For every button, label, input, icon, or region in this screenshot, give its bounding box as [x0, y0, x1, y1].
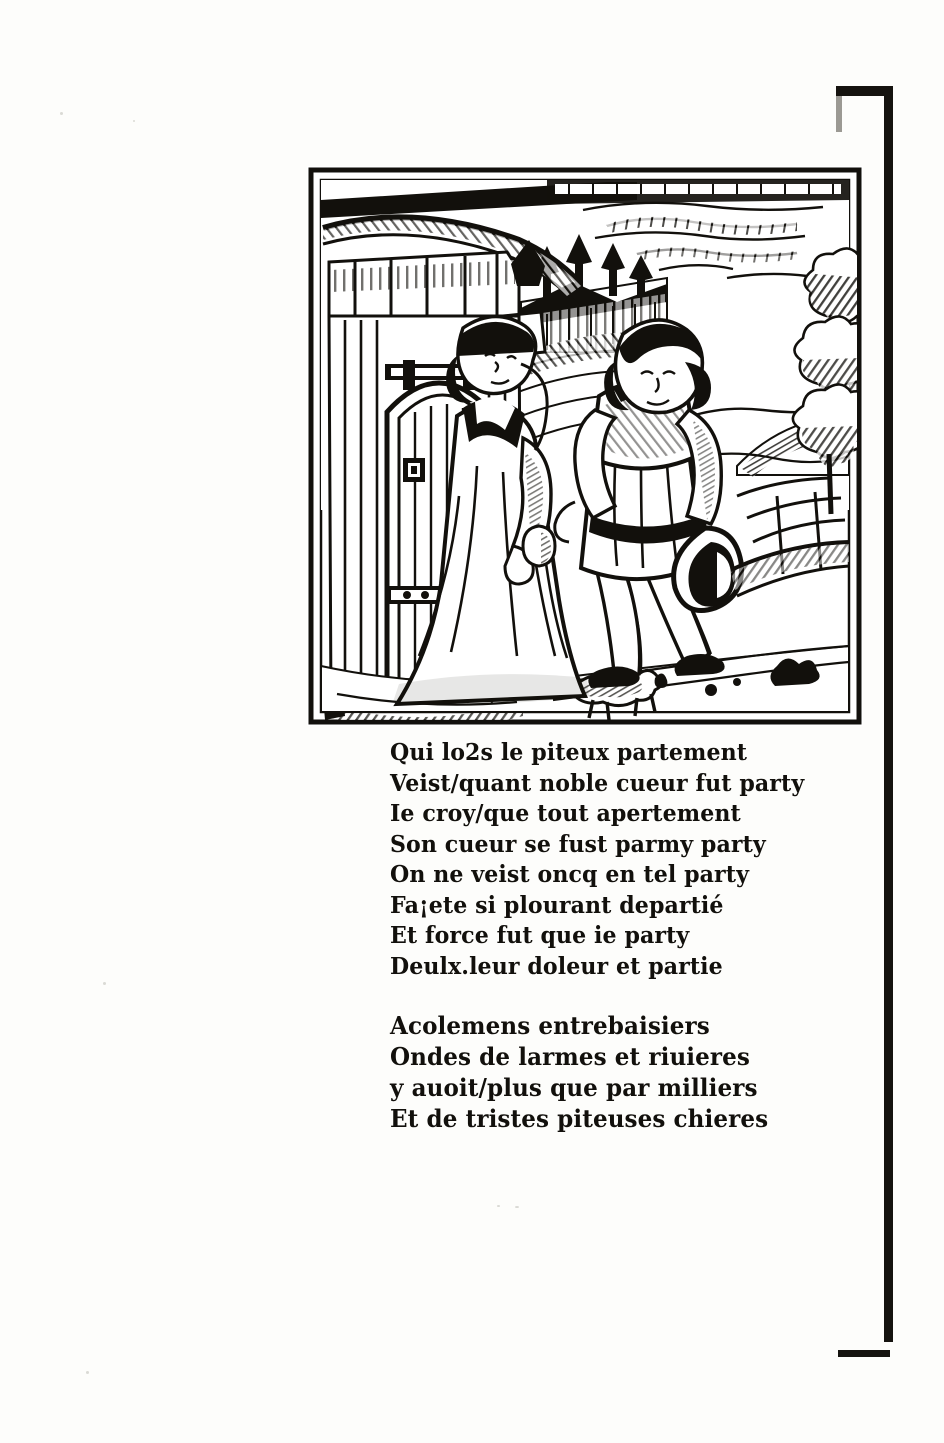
scan-speckle [497, 1205, 500, 1207]
verse-line: y auoit/plus que par milliers [390, 1073, 758, 1102]
scan-speckle [515, 1206, 519, 1208]
verse-line: Ie croy/que tout apertement [390, 800, 741, 827]
stanza-2 [390, 1010, 790, 1134]
verse-line: Son cueur se fust parmy party [390, 830, 766, 858]
verse-line: Et force fut que ie party [390, 922, 690, 949]
scan-speckle [103, 982, 106, 985]
verse-line: Qui lo2s le piteux partement [390, 739, 748, 766]
page-edge-bleed-top [836, 86, 893, 96]
verse-line: Et de tristes piteuses chieres [390, 1104, 769, 1133]
stanza-1 [390, 738, 805, 982]
verse-line: On ne veist oncq en tel party [390, 861, 750, 888]
verse-line: Acolemens entrebaisiers [390, 1011, 710, 1040]
scan-speckle [60, 112, 63, 115]
stanza-separator [390, 982, 790, 1010]
woodcut-illustration [307, 166, 863, 726]
scan-speckle [86, 1371, 89, 1374]
verse-line: Fa¡ete si plourant departié [390, 891, 724, 919]
page-edge-bleed [884, 86, 893, 1342]
verse-line: Veist/quant noble cueur fut party [390, 769, 805, 797]
page-edge-nick [838, 1350, 890, 1357]
verse-line: Deulx.leur doleur et partie [390, 952, 723, 980]
page-edge-bleed-soft [836, 96, 842, 132]
verse-block [390, 738, 805, 1134]
verse-line: Ondes de larmes et riuieres [390, 1042, 750, 1071]
scan-speckle [133, 120, 135, 122]
